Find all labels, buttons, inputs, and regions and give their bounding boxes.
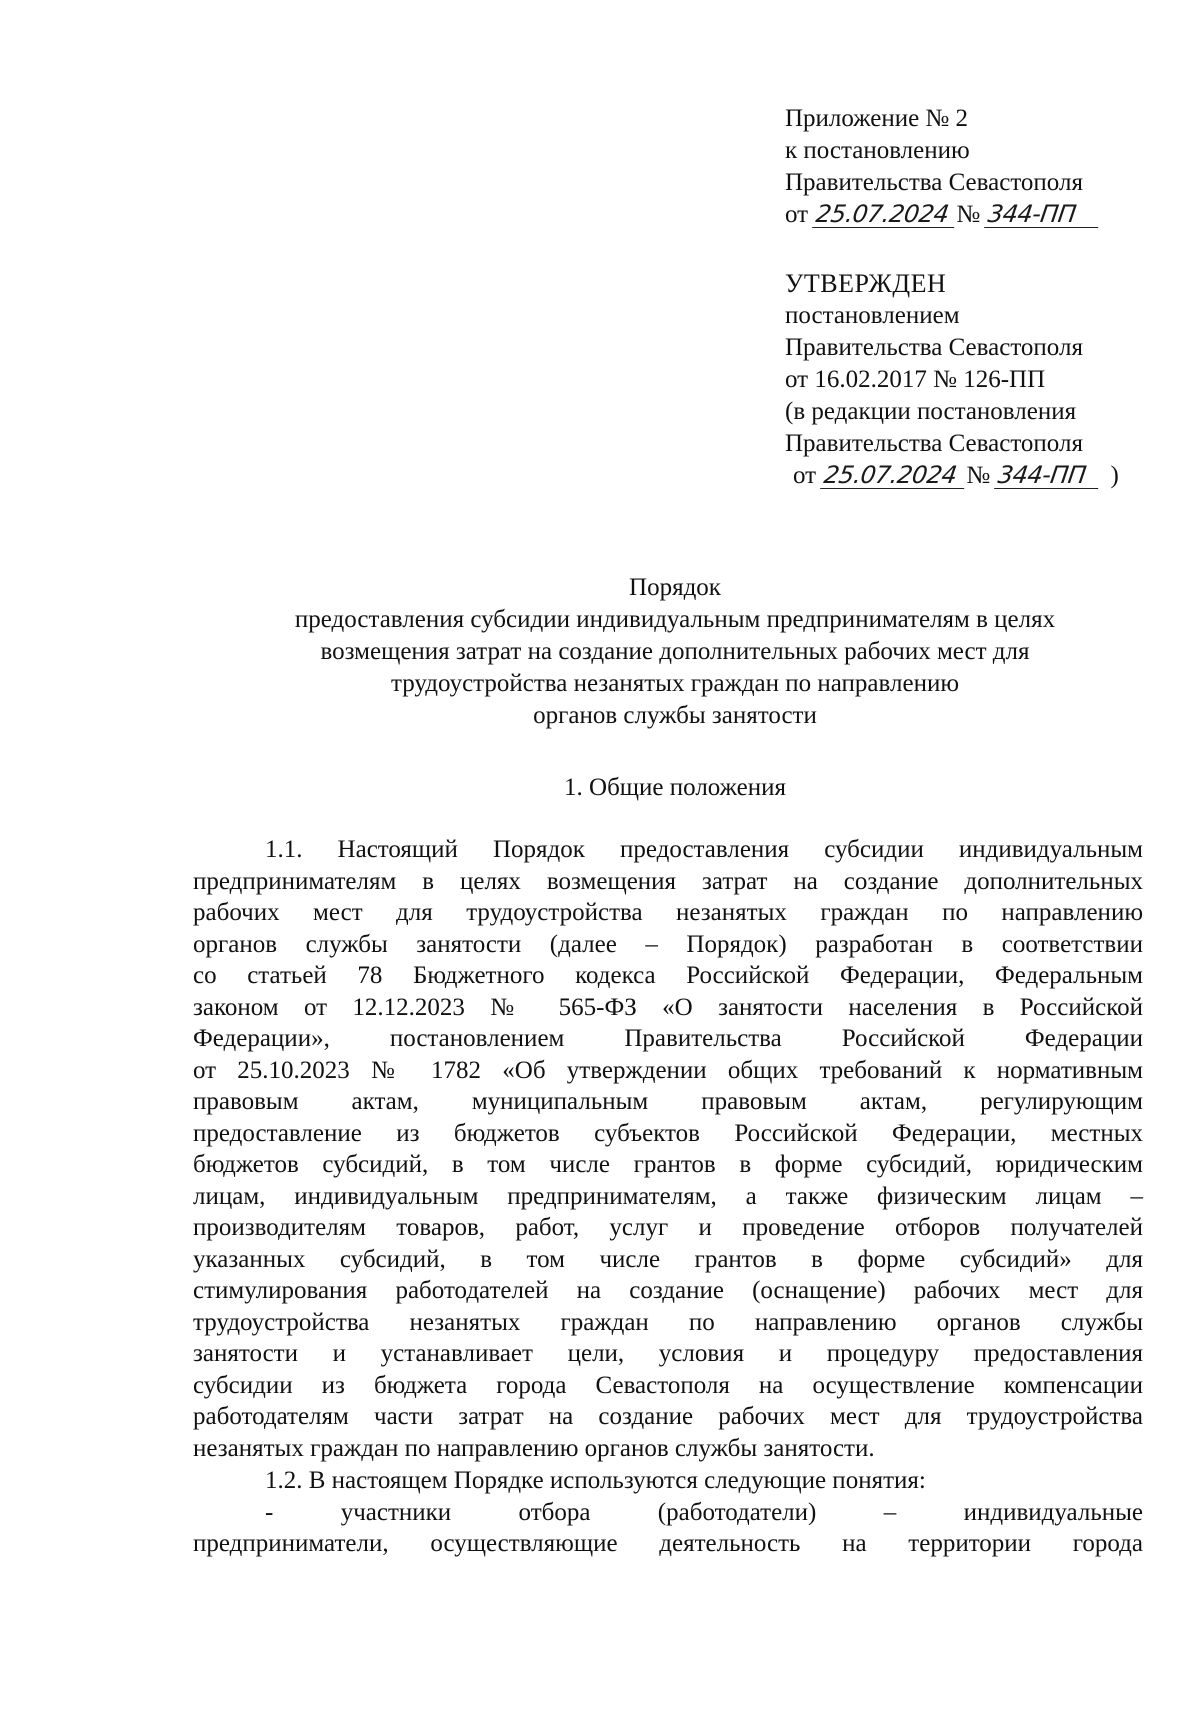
title-line-3: возмещения затрат на создание дополнительных рабочих мест для xyxy=(320,638,1030,665)
appendix-block xyxy=(785,103,1185,231)
approval-block xyxy=(785,268,1185,492)
paragraph-line: трудоустройства незанятых граждан по направлению органов службы xyxy=(193,1308,1143,1336)
paragraph-line: правовым актам, муниципальным правовым актам, регулирующим xyxy=(193,1088,1143,1115)
approval-line-3: от 16.02.2017 № 126-ПП xyxy=(785,366,1046,393)
paragraph-line: предпринимателям в целях возмещения затрат на создание дополнительных xyxy=(193,867,1143,895)
approval-heading: УТВЕРЖДЕН xyxy=(785,269,947,298)
appendix-number: Приложение № 2 xyxy=(785,105,969,132)
approval-line-5: Правительства Севастополя xyxy=(785,430,1083,457)
paragraph-line: от 25.10.2023 № 1782 «Об утверждении общих требований к нормативным xyxy=(193,1056,1143,1084)
paragraph-line: бюджетов субсидий, в том числе грантов в форме субсидий, юридическим xyxy=(193,1151,1143,1178)
definition-item-line-1: - участники отбора (работодатели) – индивидуальные xyxy=(265,1498,1143,1526)
appendix-handwritten-number: 344-ПП xyxy=(985,201,1103,228)
approval-number-sign: № xyxy=(966,462,991,489)
title-line-5: органов службы занятости xyxy=(533,702,817,729)
approval-date-prefix: от xyxy=(793,462,817,489)
paragraph-line: работодателям части затрат на создание рабочих мест для трудоустройства xyxy=(193,1403,1143,1430)
approval-line-2: Правительства Севастополя xyxy=(785,334,1083,361)
paragraph-line: предоставление из бюджетов субъектов Российской Федерации, местных xyxy=(193,1119,1143,1147)
paragraph-line: лицам, индивидуальным предпринимателям, а также физическим лицам – xyxy=(193,1182,1143,1210)
document-title xyxy=(195,572,1155,732)
paragraph-line: субсидии из бюджета города Севастополя на осуществление компенсации xyxy=(193,1371,1143,1399)
appendix-number-sign: № xyxy=(956,201,981,228)
paragraph-line: указанных субсидий, в том числе грантов в форме субсидий» для xyxy=(193,1245,1143,1273)
title-line-4: трудоустройства незанятых граждан по направлению xyxy=(390,670,960,697)
title-line-1: Порядок xyxy=(629,574,721,601)
section-heading: 1. Общие положения xyxy=(564,774,786,801)
approval-close-paren: ) xyxy=(1110,462,1119,489)
paragraph-1-1 xyxy=(193,834,1143,1464)
appendix-reference: к постановлению xyxy=(785,137,970,164)
title-line-2: предоставления субсидии индивидуальным предпринимателям в целях xyxy=(294,606,1056,633)
paragraph-line: законом от 12.12.2023 № 565-ФЗ «О занятости населения в Российской xyxy=(193,993,1143,1021)
definition-item-line-2: предприниматели, осуществляющие деятельность на территории города xyxy=(193,1530,1143,1557)
appendix-authority: Правительства Севастополя xyxy=(785,169,1083,196)
appendix-handwritten-date: 25.07.2024 xyxy=(812,201,958,228)
paragraph-line: органов службы занятости (далее – Порядок) разработан в соответствии xyxy=(193,930,1143,958)
paragraph-line: 1.1. Настоящий Порядок предоставления субсидии индивидуальным xyxy=(265,836,1143,863)
paragraph-line: со статьей 78 Бюджетного кодекса Российской Федерации, Федеральным xyxy=(193,962,1143,989)
appendix-date-line xyxy=(785,199,1185,231)
approval-line-4: (в редакции постановления xyxy=(785,398,1077,425)
paragraph-1-2 xyxy=(193,1465,1143,1560)
approval-handwritten-number: 344-ПП xyxy=(995,462,1103,489)
paragraph-line: незанятых граждан по направлению органов службы занятости. xyxy=(193,1434,875,1462)
approval-handwritten-date: 25.07.2024 xyxy=(820,462,968,489)
paragraph-line: занятости и устанавливает цели, условия и процедуру предоставления xyxy=(193,1340,1143,1367)
approval-line-1: постановлением xyxy=(785,302,960,329)
paragraph-1-2-intro: 1.2. В настоящем Порядке используются следующие понятия: xyxy=(265,1467,926,1494)
paragraph-line: производителям товаров, работ, услуг и проведение отборов получателей xyxy=(193,1214,1143,1241)
approval-date-line xyxy=(785,460,1185,492)
paragraph-line: рабочих мест для трудоустройства незанятых граждан по направлению xyxy=(193,899,1143,926)
paragraph-line: стимулирования работодателей на создание (оснащение) рабочих мест для xyxy=(193,1277,1143,1304)
appendix-date-prefix: от xyxy=(785,201,809,228)
paragraph-line: Федерации», постановлением Правительства Российской Федерации xyxy=(193,1025,1143,1052)
